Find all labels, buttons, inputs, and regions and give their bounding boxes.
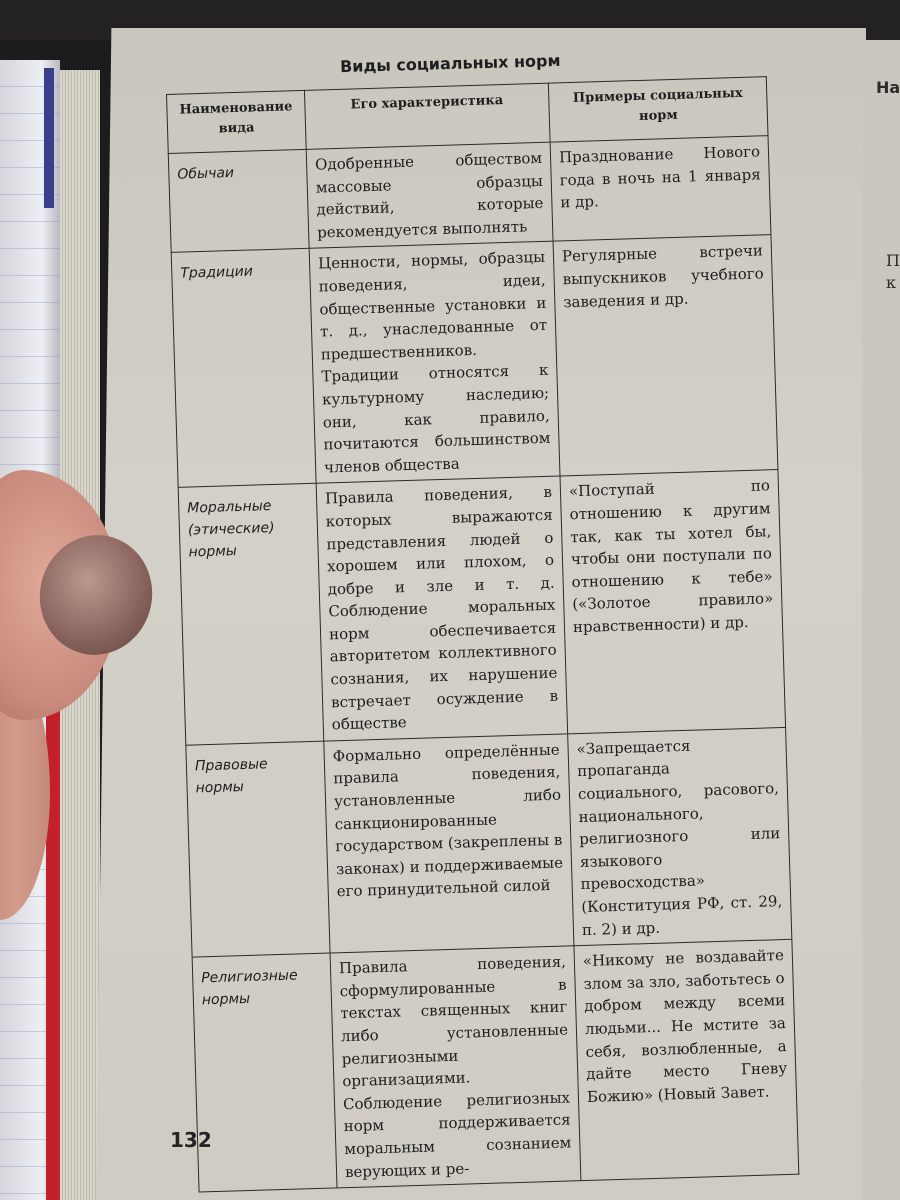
row-examples: Празднование Нового года в ночь на 1 января и др. <box>550 136 771 242</box>
norms-table <box>166 76 799 1192</box>
row-examples: Регулярные встречи выпускников учебного заведения и др. <box>553 235 778 476</box>
header-examples: Примеры социальных норм <box>548 77 768 142</box>
next-page-fragment <box>862 40 900 1200</box>
table-row <box>171 235 778 488</box>
row-name: Обычаи <box>168 149 309 252</box>
row-characteristic: Одобренные обществом массовые образцы действий, которые рекомендуется выполнять <box>306 142 553 249</box>
header-characteristic: Его характеристика <box>304 83 550 149</box>
table-row <box>186 727 792 957</box>
next-page-row-fragment: П к <box>886 251 900 292</box>
row-examples: «Никому не воздавайте злом за зло, заботьтесь о добром между всеми людьми... Не мстите за себя, возлюбленные, а дайте место Гневу Божию» (Новый Завет. <box>574 939 799 1180</box>
row-examples: «Поступай по отношению к другим так, как ты хотел бы, чтобы они поступали по отношению к тебе» («Золотое правило» нравственности) и др. <box>560 470 786 734</box>
table-row <box>178 470 785 745</box>
row-name: Традиции <box>171 249 316 488</box>
row-examples: «Запрещается пропаганда социального, расового, национального, религиозного или языкового превосходства» (Конституция РФ, ст. 29, п. 2) и др. <box>568 727 792 946</box>
row-characteristic: Формально определённые правила поведения, установленные либо санкционированные государством (закреплены в законах) и поддерживаемые его принудительной силой <box>324 734 574 953</box>
table-row <box>168 136 771 253</box>
row-characteristic: Ценности, нормы, образцы поведения, идеи, общественные установки и т. д., унаследованные от предшественников. Традиции относятся к культурному наследию; они, как правило, почитаются большинством членов общества <box>309 241 560 483</box>
row-characteristic: Правила поведения, сформулированные в текстах священных книг либо установленные религиозными организациями. Соблюдение религиозных норм поддерживается моральным сознанием верующих и ре- <box>330 946 581 1188</box>
row-name: Религиозные нормы <box>192 953 337 1192</box>
page-title: Виды социальных норм <box>339 50 561 77</box>
row-name: Правовые нормы <box>186 741 330 957</box>
row-name: Моральные (этические) нормы <box>178 484 324 746</box>
notebook-spine <box>44 68 54 208</box>
page-number: 132 <box>170 1128 212 1152</box>
header-name: Наименование вида <box>167 90 307 153</box>
table-row <box>192 939 799 1192</box>
next-page-header-fragment: На <box>876 78 900 97</box>
row-characteristic: Правила поведения, в которых выражаются представления людей о хорошем или плохом, о добре и зле и т. д. Соблюдение моральных норм обеспечивается авторитетом коллективного сознания, их нарушение встречает осуждение в обществе <box>316 476 568 741</box>
norms-table-wrapper <box>166 76 799 1192</box>
